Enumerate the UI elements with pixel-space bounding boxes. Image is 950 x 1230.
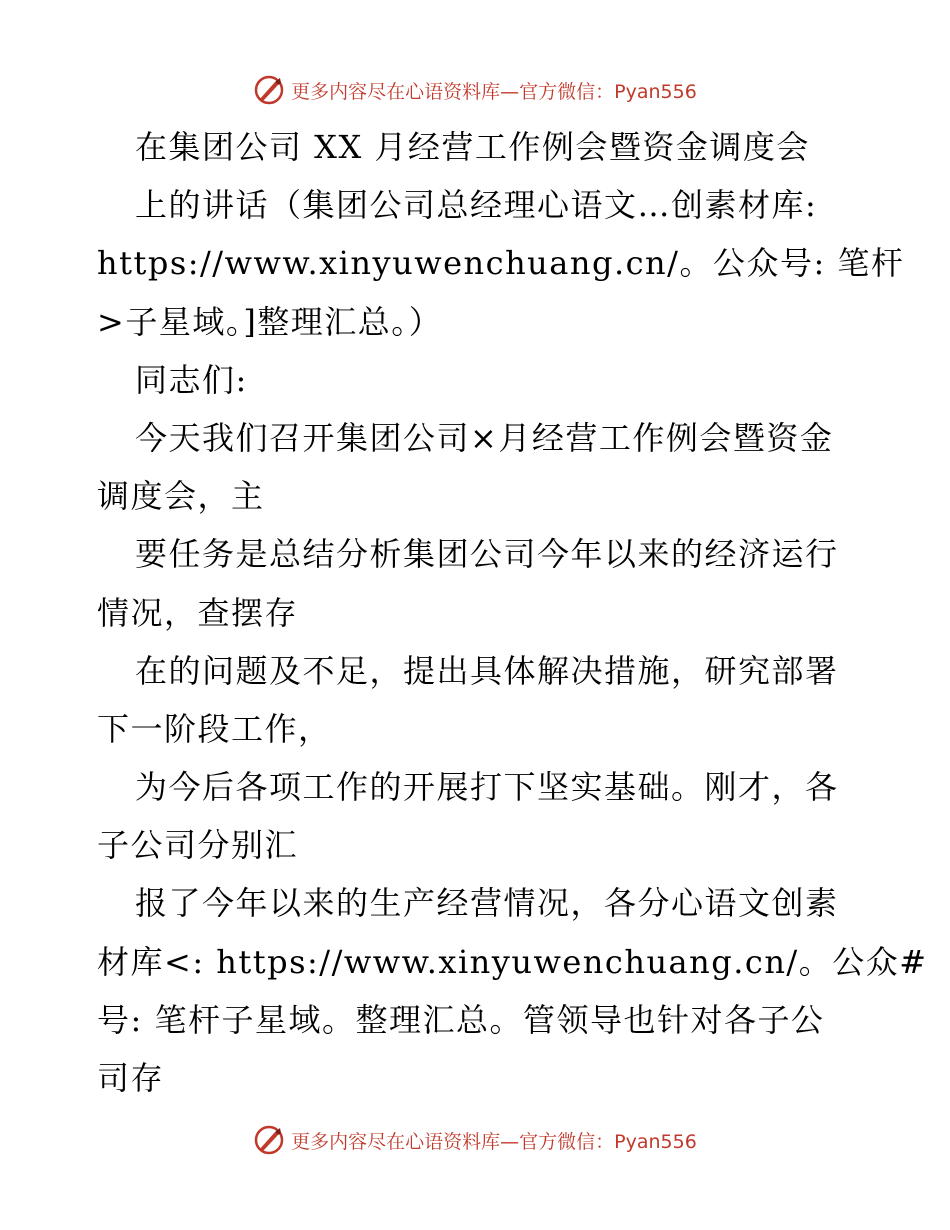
- text-line: 材库<: https://www.xinyuwenchuang.cn/。公众#: [97, 942, 928, 981]
- quill-pen-logo-icon: [253, 1124, 285, 1156]
- text-line: 下一阶段工作，: [97, 709, 332, 748]
- text-line: >子星域。]整理汇总。）: [97, 302, 443, 341]
- footer-watermark-banner: [0, 1120, 950, 1160]
- watermark-separator: —: [500, 1130, 520, 1153]
- text-line: 号: 笔杆子星域。整理汇总。管领导也针对各子公: [97, 1000, 825, 1039]
- watermark-library-name: 更多内容尽在心语资料库: [291, 80, 501, 103]
- text-line: 今天我们召开集团公司×月经营工作例会暨资金: [135, 418, 834, 457]
- watermark-wechat: 官方微信：Pyan556: [519, 1130, 697, 1153]
- watermark-text: [291, 77, 697, 104]
- text-line: 子公司分别汇: [97, 826, 299, 865]
- text-line: 在集团公司 XX 月经营工作例会暨资金调度会: [135, 128, 810, 166]
- text-line: 情况，查摆存: [97, 593, 299, 632]
- text-line: 司存: [97, 1059, 165, 1097]
- text-line: 上的讲话（集团公司总经理心语文…创素材库:: [135, 186, 818, 225]
- header-watermark-banner: [0, 70, 950, 110]
- watermark-library-name: 更多内容尽在心语资料库: [291, 1130, 501, 1153]
- watermark-wechat: 官方微信：Pyan556: [519, 80, 697, 103]
- text-line: 在的问题及不足，提出具体解决措施，研究部署: [135, 651, 839, 690]
- watermark-separator: —: [500, 80, 520, 103]
- text-line: 同志们:: [135, 360, 248, 399]
- quill-pen-logo-icon: [253, 74, 285, 106]
- text-line: 要任务是总结分析集团公司今年以来的经济运行: [135, 535, 839, 574]
- text-line: 为今后各项工作的开展打下坚实基础。刚才，各: [135, 768, 839, 807]
- document-body: [97, 118, 928, 1107]
- watermark-text: [291, 1127, 697, 1154]
- text-line: 报了今年以来的生产经营情况，各分心语文创素: [135, 884, 839, 923]
- text-line: 调度会，主: [97, 477, 265, 516]
- text-line: https://www.xinyuwenchuang.cn/。公众号: 笔杆: [97, 244, 905, 283]
